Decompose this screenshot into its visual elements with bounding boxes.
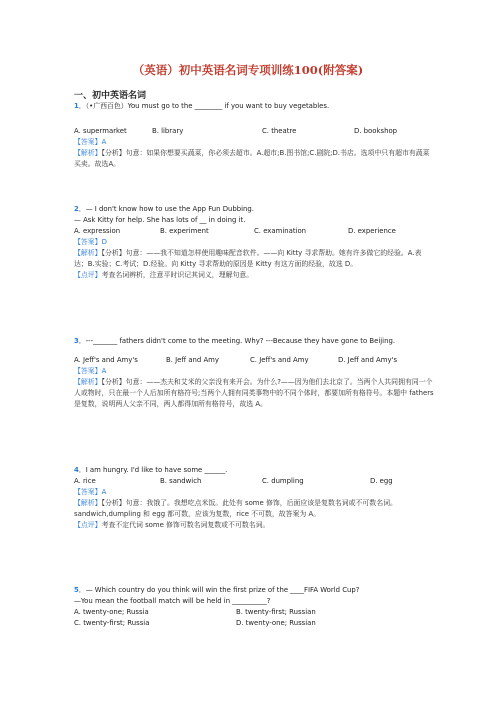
analysis-tag: 【解析】 xyxy=(74,149,102,157)
analysis-text: 【分析】句意：如果你想要买蔬菜，你必须去超市。A.超市;B.图书馆;C.剧院;D.书店。选项中只有超市有蔬菜买卖。故选A。 xyxy=(74,149,430,168)
option-a: A. expression xyxy=(74,227,121,235)
question-1 xyxy=(74,101,434,170)
question-4 xyxy=(74,465,434,531)
answer-line xyxy=(74,237,434,248)
option-d: D. bookshop xyxy=(354,127,398,135)
section-heading: 一、初中英语名词 xyxy=(74,91,147,101)
analysis-tag: 【解析】 xyxy=(74,499,102,507)
option-row xyxy=(74,607,434,618)
analysis-tag: 【解析】 xyxy=(74,249,102,257)
option-d: D. Jeff and Amy's xyxy=(338,356,398,364)
question-number: 1． xyxy=(74,102,86,110)
question-stem-line2: —You mean the football match will be held in __________? xyxy=(74,597,271,605)
answer-tag: 【答案】 xyxy=(74,367,102,375)
answer-value: A xyxy=(101,138,107,146)
option-a: A. supermarket xyxy=(74,127,127,135)
option-c: C. Jeff's and Amy xyxy=(250,356,309,364)
option-a: A. rice xyxy=(74,477,96,485)
question-stem: ---_______ fathers didn't come to the meeting. Why? ---Because they have gone to Beijing. xyxy=(85,337,396,345)
answer-line xyxy=(74,487,434,498)
analysis-text: 【分析】句意：——杰夫和艾米的父亲没有来开会。为什么?——因为他们去北京了。当两个人共同拥有同一个人或物时，只在最一个人后加所有格符号;当两个人拥有同类事物中的不同个体时，都要加所有格符号。本题中 fathers 是复数，说明两人父亲不同，两人都得加所有格符号，故选 A。 xyxy=(74,378,434,408)
question-number: 5． xyxy=(74,586,86,594)
option-d: D. twenty-one; Russian xyxy=(236,619,316,627)
comment-text: 考查不定代词 some 修饰可数名词复数或不可数名词。 xyxy=(101,521,270,529)
option-d: D. experience xyxy=(348,227,396,235)
option-b: B. library xyxy=(152,127,184,135)
option-row xyxy=(74,355,434,366)
document-title: （英语）初中英语名词专项训练100(附答案) xyxy=(132,63,364,77)
option-c: C. examination xyxy=(254,227,307,235)
answer-tag: 【答案】 xyxy=(74,138,102,146)
analysis xyxy=(74,148,434,170)
analysis-text: 【分析】句意：——我不知道怎样使用趣味配音软件。——向 Kitty 寻求帮助。她有许多做它的经验。A.表达；B.实验；C.考试；D.经验。向 Kitty 寻求帮助的原因是 Kitty 有这方面的经验，故选 D。 xyxy=(74,249,422,268)
question-2 xyxy=(74,204,434,281)
answer-line xyxy=(74,366,434,377)
answer-value: A xyxy=(101,488,107,496)
analysis xyxy=(74,248,434,270)
analysis-tag: 【解析】 xyxy=(74,378,102,386)
question-stem: — Which country do you think will win the first prize of the ____FIFA World Cup? xyxy=(85,586,360,594)
option-row xyxy=(74,226,434,237)
comment-tag: 【点评】 xyxy=(74,521,102,529)
question-number: 2． xyxy=(74,205,86,213)
option-b: B. experiment xyxy=(160,227,209,235)
comment xyxy=(74,270,434,281)
answer-tag: 【答案】 xyxy=(74,488,102,496)
question-stem: — I don't know how to use the App Fun Dubbing. xyxy=(85,205,254,213)
option-b: B. twenty-first; Russian xyxy=(236,608,316,616)
option-c: C. twenty-first; Russia xyxy=(74,619,150,627)
answer-tag: 【答案】 xyxy=(74,238,102,246)
comment xyxy=(74,520,434,531)
question-stem: （•广西百色）You must go to the ________ if you want to buy vegetables. xyxy=(85,102,330,110)
analysis-text: 【分析】句意：我饿了。我想吃点米饭。此处有 some 修饰，后面应该是复数名词或不可数名词。sandwich,dumpling 和 egg 都可数，应该为复数，rice 不可数，故答案为 A。 xyxy=(74,499,397,518)
analysis xyxy=(74,377,434,410)
option-a: A. twenty-one; Russia xyxy=(74,608,149,616)
comment-text: 考查名词辨析，注意平时识记其词义，理解句意。 xyxy=(101,271,254,279)
answer-value: D xyxy=(101,238,107,246)
option-b: B. Jeff and Amy xyxy=(166,356,219,364)
option-d: D. egg xyxy=(370,477,393,485)
option-c: C. theatre xyxy=(262,127,297,135)
option-b: B. sandwich xyxy=(160,477,202,485)
question-5 xyxy=(74,585,434,629)
answer-line xyxy=(74,137,434,148)
option-a: A. Jeff's and Amy's xyxy=(74,356,138,364)
question-number: 4． xyxy=(74,466,86,474)
analysis xyxy=(74,498,434,520)
answer-value: A xyxy=(101,367,107,375)
comment-tag: 【点评】 xyxy=(74,271,102,279)
question-number: 3． xyxy=(74,337,86,345)
question-stem: I am hungry. I'd like to have some ______. xyxy=(85,466,228,474)
question-3 xyxy=(74,336,434,410)
option-row xyxy=(74,476,434,487)
option-c: C. dumpling xyxy=(262,477,304,485)
question-stem-line2: — Ask Kitty for help. She has lots of __ in doing it. xyxy=(74,216,246,224)
option-row xyxy=(74,126,434,137)
option-row xyxy=(74,618,434,629)
